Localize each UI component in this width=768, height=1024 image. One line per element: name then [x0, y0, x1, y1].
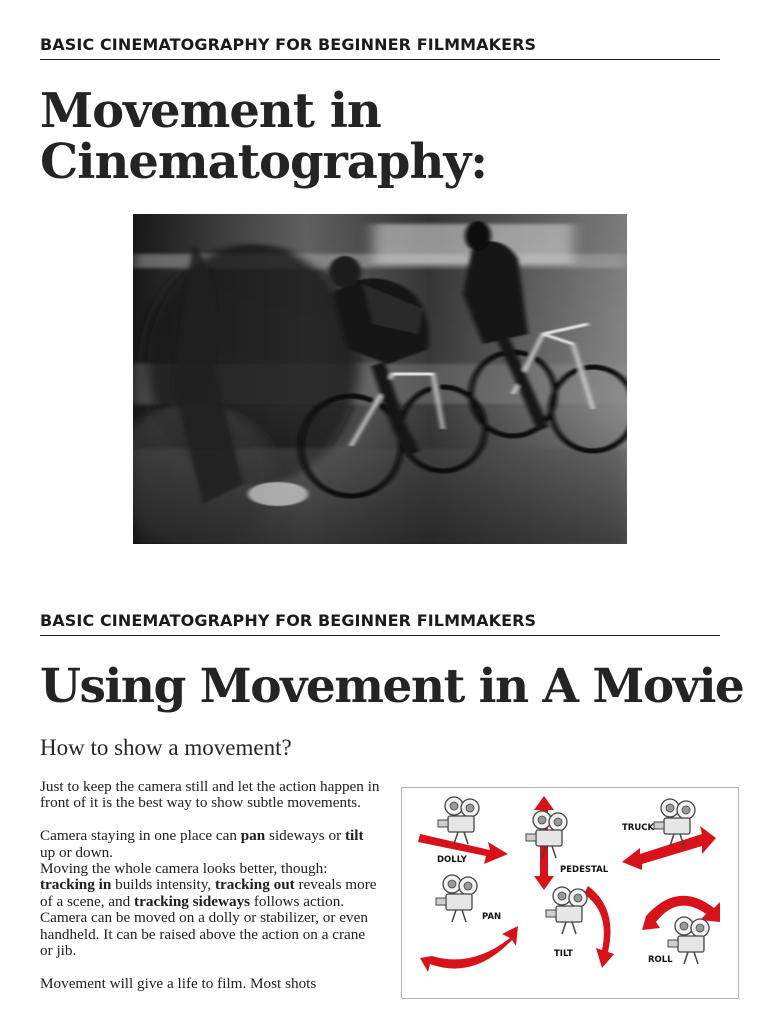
page-title-line-1: Movement in: [40, 83, 381, 139]
body-text: [40, 779, 380, 992]
pedestal-diagram: [526, 796, 609, 890]
roll-diagram: [642, 896, 720, 965]
term-pan: pan: [240, 827, 266, 845]
paragraph-tracking: Moving the whole camera looks better, though: tracking in builds intensity, tracking out reveals more of a scene, and tracking sideways follows action.: [40, 860, 377, 910]
section-kicker-2: BASIC CINEMATOGRAPHY FOR BEGINNER FILMMAKERS: [40, 611, 720, 636]
paragraph-pan-tilt: Camera staying in one place can pan sideways or tilt up or down.: [40, 827, 364, 861]
pan-diagram: [420, 875, 518, 972]
section-kicker: BASIC CINEMATOGRAPHY FOR BEGINNER FILMMAKERS: [40, 35, 720, 60]
cyclists-photo: [133, 214, 627, 544]
term-tracking-sideways: tracking sideways: [134, 892, 251, 910]
dolly-diagram: [418, 797, 508, 865]
term-tracking-in: tracking in: [40, 876, 112, 894]
paragraph-dolly-crane: Camera can be moved on a dolly or stabilizer, or even handheld. It can be raised above the action on a crane or jib.: [40, 909, 368, 960]
camera-movements-diagram: [401, 787, 739, 999]
truck-label: TRUCK: [622, 823, 655, 833]
roll-label: ROLL: [648, 955, 673, 965]
section-title: Using Movement in A Movie: [40, 659, 744, 714]
dolly-label: DOLLY: [437, 855, 467, 865]
tilt-label: TILT: [554, 949, 573, 959]
truck-diagram: [622, 799, 716, 870]
pan-label: PAN: [482, 912, 502, 922]
section-subheading: How to show a movement?: [40, 735, 292, 760]
paragraph-still-camera: Just to keep the camera still and let the action happen in front of it is the best way to show subtle movements.: [40, 778, 380, 812]
page-title: [40, 83, 740, 190]
term-tracking-out: tracking out: [214, 876, 295, 894]
page-title-line-2: Cinematography:: [40, 134, 487, 190]
tilt-diagram: [546, 886, 614, 968]
paragraph-movement-life: Movement will give a life to film. Most shots: [40, 974, 317, 992]
term-tilt: tilt: [344, 827, 364, 845]
pedestal-label: PEDESTAL: [560, 865, 609, 875]
